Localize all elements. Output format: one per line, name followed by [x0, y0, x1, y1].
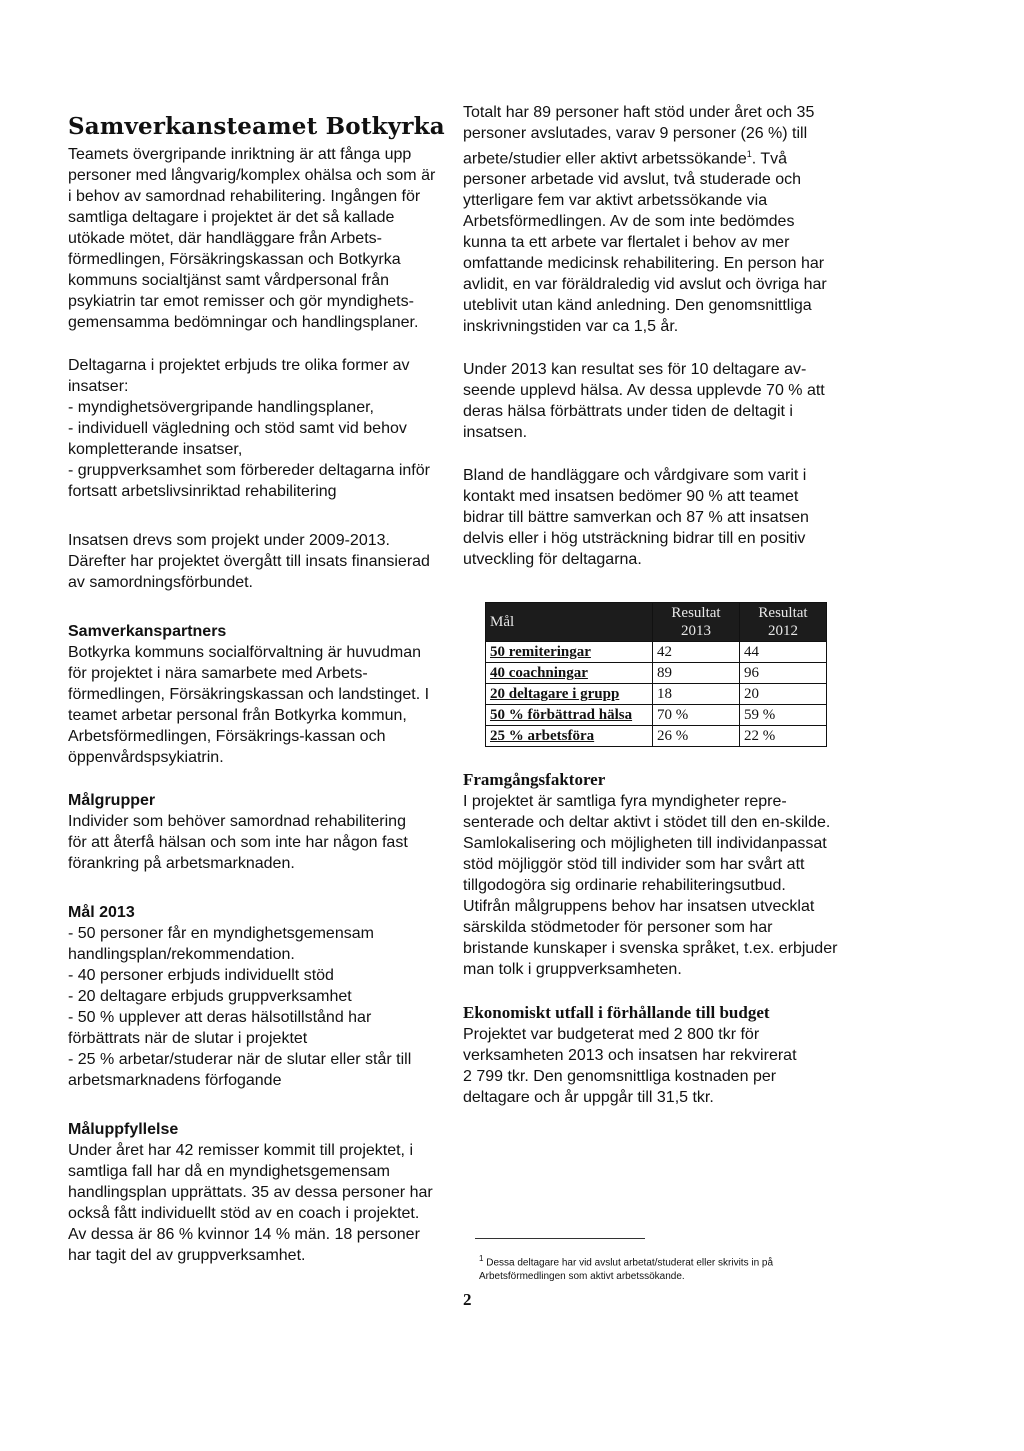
list-item: arbetsmarknadens förfogande: [68, 1072, 282, 1089]
text-line: handlingsplan upprättats. 35 av dessa personer har: [68, 1184, 433, 1201]
text-line: I projektet är samtliga fyra myndigheter repre-: [463, 793, 787, 811]
text-line: Teamets övergripande inriktning är att fånga upp: [68, 146, 412, 163]
text-line: deltagare och år uppgår till 31,5 tkr.: [463, 1089, 714, 1107]
text-line: samtliga fall har då en myndighetsgemensam: [68, 1163, 390, 1180]
text-line: förmedlingen, Försäkringskassan och Botkyrka: [68, 251, 401, 268]
table-row: [486, 684, 827, 705]
text-line: Projektet var budgeterat med 2 800 tkr för: [463, 1026, 760, 1044]
footnote-marker: 1: [479, 1254, 484, 1263]
table-cell-2012: 20: [740, 684, 827, 705]
text-line: öppenvårdspsykiatrin.: [68, 749, 224, 766]
table-cell-2013: 70 %: [653, 705, 740, 726]
text-line: - individuell vägledning och stöd samt vid behov: [68, 420, 407, 437]
text-line: gemensamma bedömningar och handlingsplaner.: [68, 314, 419, 331]
fulfilment-heading: Måluppfyllelse: [68, 1121, 179, 1138]
text-line: fortsatt arbetslivsinriktad rehabilitering: [68, 483, 337, 500]
partners-paragraph: [68, 642, 460, 768]
table-cell-goal: 50 % förbättrad hälsa: [486, 705, 653, 726]
text-line: av samordningsförbundet.: [68, 574, 253, 591]
success-paragraph: [463, 791, 855, 980]
text-line: avlidit, en var föräldraledig vid avslut och övriga har: [463, 276, 827, 294]
text-line: kunna ta ett arbete var flertalet i behov av mer: [463, 234, 790, 252]
header-text: 2013: [681, 623, 711, 640]
text-line: Därefter har projektet övergått till insats finansierad: [68, 553, 430, 570]
text-span: . Två: [751, 150, 788, 168]
partners-heading: Samverkanspartners: [68, 623, 227, 640]
table-row: [486, 642, 827, 663]
text-line: omfattande medicinsk rehabilitering. En person har: [463, 255, 825, 273]
text-line: Botkyrka kommuns socialförvaltning är huvudman: [68, 644, 422, 661]
economy-paragraph: [463, 1024, 855, 1108]
list-item: - 50 % upplever att deras hälsotillstånd har: [68, 1009, 372, 1026]
fulfilment-paragraph: [68, 1140, 460, 1266]
footnote-ref: 1: [746, 149, 752, 159]
table-cell-goal: 25 % arbetsföra: [486, 726, 653, 747]
text-line: i behov av samordnad rehabilitering. Ingången för: [68, 188, 421, 205]
table-row: [486, 663, 827, 684]
text-line: uteblivit utan känd anledning. Den genomsnittliga: [463, 297, 812, 315]
summary-paragraph: [463, 102, 855, 337]
right-column: [463, 102, 855, 1108]
table-cell-2012: 59 %: [740, 705, 827, 726]
text-line: utveckling för deltagarna.: [463, 551, 642, 569]
page-title: Samverkansteamet Botkyrka: [68, 113, 445, 140]
text-line: för att återfå hälsan och som inte har någon fast: [68, 834, 408, 851]
text-line: Av dessa är 86 % kvinnor 14 % män. 18 personer: [68, 1226, 420, 1243]
list-item: - 25 % arbetar/studerar när de slutar eller står till: [68, 1051, 412, 1068]
text-line: förankring på arbetsmarknaden.: [68, 855, 295, 872]
text-line: Deltagarna i projektet erbjuds tre olika former av: [68, 357, 410, 374]
table-cell-2012: 22 %: [740, 726, 827, 747]
table-header-goal: [486, 603, 653, 642]
header-text: Mål: [490, 614, 515, 631]
assessors-paragraph: [463, 465, 855, 570]
list-item: - 40 personer erbjuds individuellt stöd: [68, 967, 334, 984]
text-line: utökade mötet, där handläggare från Arbets-: [68, 230, 382, 247]
project-paragraph: [68, 530, 460, 593]
footnote-text: Dessa deltagare har vid avslut arbetat/studerat eller skrivits in på: [486, 1257, 774, 1269]
text-line: verksamheten 2013 och insatsen har rekvirerat: [463, 1047, 797, 1065]
text-line: kommuns socialtjänst samt vårdpersonal från: [68, 272, 390, 289]
table-header-row: [486, 603, 827, 642]
economy-heading: Ekonomiskt utfall i förhållande till budget: [463, 1003, 770, 1023]
goal-heading: Mål 2013: [68, 904, 135, 921]
text-line: psykiatrin tar emot remisser och gör myndighets-: [68, 293, 414, 310]
text-span: arbete/studier eller aktivt arbetssökande: [463, 150, 747, 168]
target-paragraph: [68, 811, 460, 874]
text-line: kontakt med insatsen bedömer 90 % att teamet: [463, 488, 799, 506]
text-line: man tolk i gruppverksamheten.: [463, 961, 682, 979]
text-line: för projektet i nära samarbete med Arbets-: [68, 665, 368, 682]
text-line: personer avslutades, varav 9 personer (26 %) till: [463, 125, 808, 142]
text-line: särskilda stödmetoder för personer som har: [463, 919, 773, 937]
text-line: Individer som behöver samordnad rehabilitering: [68, 813, 406, 830]
list-item: handlingsplan/rekommendation.: [68, 946, 295, 963]
text-line: senterade och deltar aktivt i stödet till den en-skilde.: [463, 814, 831, 832]
text-line: personer arbetade vid avslut, två studerade och: [463, 171, 801, 189]
target-heading: Målgrupper: [68, 792, 156, 809]
text-line: bidrar till bättre samverkan och 87 % att insatsen: [463, 509, 809, 527]
text-line: Totalt har 89 personer haft stöd under året och 35: [463, 104, 815, 121]
text-line: teamet arbetar personal från Botkyrka kommun,: [68, 707, 407, 724]
text-line: Arbetsförmedlingen, Försäkrings-kassan och: [68, 728, 386, 745]
text-line: samtliga deltagare i projektet är det så kallade: [68, 209, 395, 226]
text-line: också fått individuellt stöd av en coach i projektet.: [68, 1205, 420, 1222]
footnote-line: [479, 1252, 839, 1270]
text-line: deras hälsa förbättrats under tiden de deltagit i: [463, 403, 793, 421]
table-cell-2013: 42: [653, 642, 740, 663]
table-cell-goal: 50 remiteringar: [486, 642, 653, 663]
text-line: Insatsen drevs som projekt under 2009-2013.: [68, 532, 390, 549]
text-line: kompletterande insatser,: [68, 441, 243, 458]
text-line: har tagit del av gruppverksamhet.: [68, 1247, 306, 1264]
goals-list: [68, 923, 460, 1091]
text-line: seende upplevd hälsa. Av dessa upplevde 70 % att: [463, 382, 825, 400]
text-line: Utifrån målgruppens behov har insatsen utvecklat: [463, 898, 815, 916]
header-text: 2012: [768, 623, 798, 640]
table-header-2012: [740, 603, 827, 642]
text-line: tillgodogöra sig ordinarie rehabiliteringsutbud.: [463, 877, 786, 895]
list-item: - 50 personer får en myndighetsgemensam: [68, 925, 374, 942]
text-line: Under 2013 kan resultat ses för 10 deltagare av-: [463, 361, 807, 379]
list-item: - 20 deltagare erbjuds gruppverksamhet: [68, 988, 352, 1005]
table-header-2013: [653, 603, 740, 642]
table-row: [486, 726, 827, 747]
text-line: insatsen.: [463, 424, 528, 442]
text-line: delvis eller i hög utsträckning bidrar till en positiv: [463, 530, 806, 548]
text-line: bristande kunskaper i svenska språket, t.ex. erbjuder: [463, 940, 838, 958]
success-heading: Framgångsfaktorer: [463, 770, 606, 790]
text-line: stöd möjliggör stöd till individer som har svårt att: [463, 856, 805, 874]
table-cell-goal: 20 deltagare i grupp: [486, 684, 653, 705]
text-line: personer med långvarig/komplex ohälsa och som är: [68, 167, 436, 184]
text-line: [463, 144, 855, 169]
footnote-divider: [475, 1238, 645, 1239]
footnote: [479, 1252, 839, 1284]
table-cell-2012: 44: [740, 642, 827, 663]
table-cell-goal: 40 coachningar: [486, 663, 653, 684]
results-table: [485, 602, 827, 747]
table-cell-2013: 18: [653, 684, 740, 705]
text-line: Samlokalisering och möjligheten till individanpassat: [463, 835, 827, 853]
text-line: - gruppverksamhet som förbereder deltagarna inför: [68, 462, 430, 479]
text-line: inskrivningstiden var ca 1,5 år.: [463, 318, 679, 336]
table-cell-2013: 89: [653, 663, 740, 684]
text-line: - myndighetsövergripande handlingsplaner,: [68, 399, 374, 416]
intro-paragraph: [68, 144, 460, 333]
text-line: ytterligare fem var aktivt arbetssökande via: [463, 192, 768, 210]
header-text: Resultat: [758, 605, 808, 622]
text-line: insatser:: [68, 378, 129, 395]
text-line: Arbetsförmedlingen. Av de som inte bedömdes: [463, 213, 795, 231]
table-row: [486, 705, 827, 726]
text-line: Under året har 42 remisser kommit till projektet, i: [68, 1142, 413, 1159]
table-cell-2013: 26 %: [653, 726, 740, 747]
text-line: 2 799 tkr. Den genomsnittliga kostnaden per: [463, 1068, 777, 1086]
page-number: 2: [463, 1290, 472, 1309]
offers-paragraph: [68, 355, 460, 502]
header-text: Resultat: [671, 605, 721, 622]
table-cell-2012: 96: [740, 663, 827, 684]
text-line: förmedlingen, Försäkringskassan och landstinget. I: [68, 686, 430, 703]
list-item: förbättrats när de slutar i projektet: [68, 1030, 308, 1047]
health-paragraph: [463, 359, 855, 443]
footnote-line: Arbetsförmedlingen som aktivt arbetssökande.: [479, 1271, 685, 1283]
text-line: Bland de handläggare och vårdgivare som varit i: [463, 467, 807, 485]
left-column: [68, 112, 460, 1266]
